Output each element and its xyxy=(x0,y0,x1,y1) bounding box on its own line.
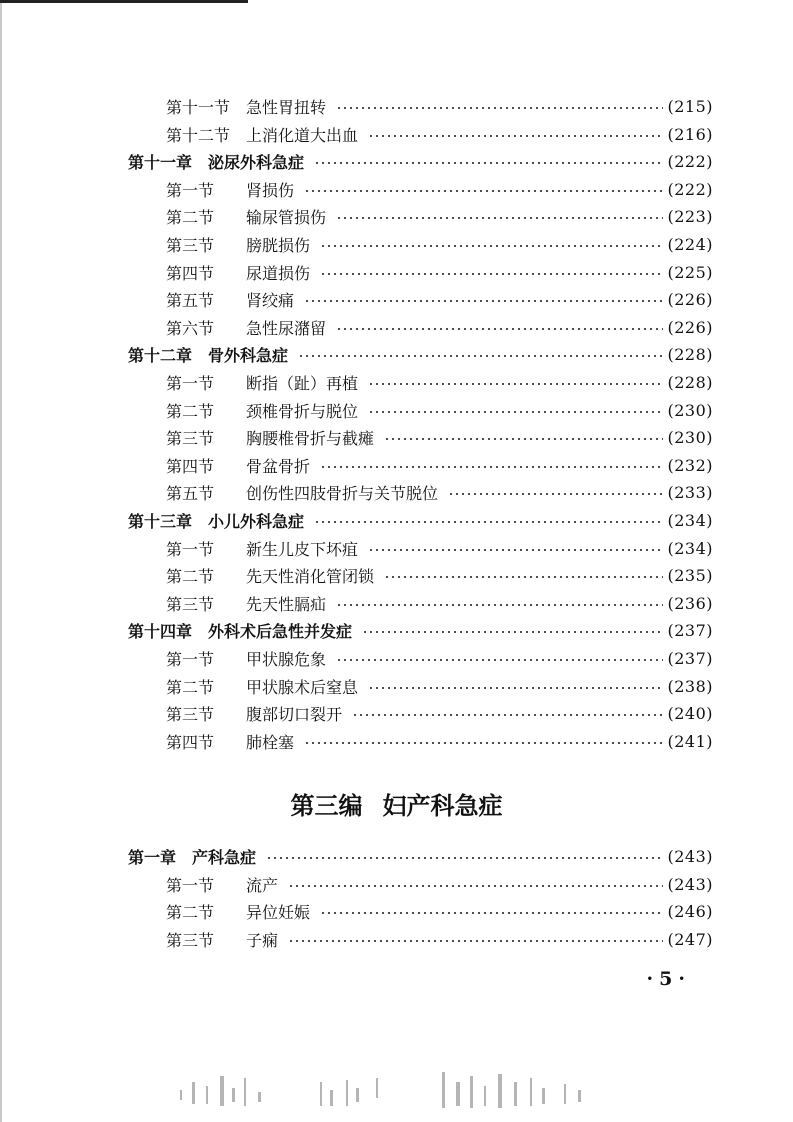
entry-page-number: (238) xyxy=(667,676,713,696)
dot-leader xyxy=(336,328,663,330)
entry-page-number: (233) xyxy=(667,482,713,502)
entry-page-number: (224) xyxy=(667,234,713,254)
entry-label: 第一节 xyxy=(166,539,215,559)
toc-chapter-entry[interactable] xyxy=(128,618,713,642)
dot-leader xyxy=(336,107,663,109)
entry-page-number: (235) xyxy=(667,565,713,585)
toc-section-entry[interactable] xyxy=(166,122,713,146)
entry-page-number: (230) xyxy=(667,400,713,420)
dot-leader xyxy=(368,411,663,413)
entry-label: 第四节 xyxy=(166,456,215,476)
entry-title: 颈椎骨折与脱位 xyxy=(246,401,359,421)
toc-section-entry[interactable] xyxy=(166,899,713,923)
entry-label: 第一章 xyxy=(128,847,177,867)
entry-title: 骨盆骨折 xyxy=(246,456,311,476)
entry-label: 第十四章 xyxy=(128,621,193,641)
entry-page-number: (226) xyxy=(667,289,713,309)
dot-leader xyxy=(304,742,663,744)
entry-page-number: (240) xyxy=(667,703,713,723)
toc-section-entry[interactable] xyxy=(166,260,713,284)
entry-label: 第三节 xyxy=(166,704,215,724)
dot-leader xyxy=(336,604,663,606)
dot-leader xyxy=(314,162,663,164)
entry-label: 第二节 xyxy=(166,401,215,421)
part-label: 第三编 xyxy=(290,792,363,820)
toc-chapter-entry[interactable] xyxy=(128,844,713,868)
toc-section-entry[interactable] xyxy=(166,398,713,422)
entry-label: 第二节 xyxy=(166,207,215,227)
dot-leader xyxy=(368,135,663,137)
toc-section-entry[interactable] xyxy=(166,94,713,118)
entry-page-number: (228) xyxy=(667,344,713,364)
entry-label: 第二节 xyxy=(166,677,215,697)
entry-label: 第三节 xyxy=(166,235,215,255)
dot-leader xyxy=(320,245,663,247)
entry-label: 第四节 xyxy=(166,732,215,752)
entry-label: 第三节 xyxy=(166,428,215,448)
entry-title: 断指（趾）再植 xyxy=(246,373,359,393)
dot-leader xyxy=(298,355,663,357)
entry-page-number: (223) xyxy=(667,206,713,226)
entry-page-number: (216) xyxy=(667,124,713,144)
entry-title: 先天性消化管闭锁 xyxy=(246,566,375,586)
entry-label: 第六节 xyxy=(166,318,215,338)
entry-title: 外科术后急性并发症 xyxy=(208,621,353,641)
entry-title: 小儿外科急症 xyxy=(208,511,305,531)
toc-section-entry[interactable] xyxy=(166,453,713,477)
toc-chapter-entry[interactable] xyxy=(128,342,713,366)
entry-label: 第十一章 xyxy=(128,152,193,172)
entry-title: 输尿管损伤 xyxy=(246,207,327,227)
toc-section-entry[interactable] xyxy=(166,370,713,394)
entry-title: 新生儿皮下坏疽 xyxy=(246,539,359,559)
toc-chapter-entry[interactable] xyxy=(128,508,713,532)
entry-title: 甲状腺危象 xyxy=(246,649,327,669)
entry-title: 产科急症 xyxy=(192,847,257,867)
entry-label: 第十二章 xyxy=(128,345,193,365)
entry-label: 第十三章 xyxy=(128,511,193,531)
entry-label: 第一节 xyxy=(166,373,215,393)
dot-leader xyxy=(336,659,663,661)
dot-leader xyxy=(362,631,663,633)
entry-label: 第五节 xyxy=(166,290,215,310)
entry-page-number: (228) xyxy=(667,372,713,392)
dot-leader xyxy=(304,190,663,192)
entry-page-number: (237) xyxy=(667,648,713,668)
entry-title: 腹部切口裂开 xyxy=(246,704,343,724)
entry-title: 异位妊娠 xyxy=(246,902,311,922)
dot-leader xyxy=(336,217,663,219)
entry-label: 第四节 xyxy=(166,263,215,283)
toc-section-entry[interactable] xyxy=(166,591,713,615)
toc-section-entry[interactable] xyxy=(166,729,713,753)
entry-label: 第十二节 xyxy=(166,125,231,145)
entry-label: 第一节 xyxy=(166,875,215,895)
entry-title: 肺栓塞 xyxy=(246,732,295,752)
dot-leader xyxy=(320,466,663,468)
entry-label: 第三节 xyxy=(166,930,215,950)
entry-label: 第一节 xyxy=(166,649,215,669)
toc-section-entry[interactable] xyxy=(166,927,713,951)
dot-leader xyxy=(266,857,663,859)
entry-label: 第五节 xyxy=(166,483,215,503)
part-heading xyxy=(0,786,793,821)
dot-leader xyxy=(320,912,663,914)
part-title: 妇产科急症 xyxy=(382,792,503,820)
dot-leader xyxy=(304,300,663,302)
entry-page-number: (225) xyxy=(667,262,713,282)
entry-page-number: (243) xyxy=(667,874,713,894)
entry-page-number: (230) xyxy=(667,427,713,447)
entry-title: 上消化道大出血 xyxy=(246,125,359,145)
entry-title: 肾损伤 xyxy=(246,180,295,200)
entry-title: 甲状腺术后窒息 xyxy=(246,677,359,697)
entry-page-number: (241) xyxy=(667,731,713,751)
dot-leader xyxy=(368,549,663,551)
toc-section-entry[interactable] xyxy=(166,480,713,504)
toc-section-entry[interactable] xyxy=(166,177,713,201)
entry-title: 急性尿潴留 xyxy=(246,318,327,338)
entry-label: 第十一节 xyxy=(166,97,231,117)
dot-leader xyxy=(288,940,663,942)
top-rule xyxy=(0,0,248,3)
entry-page-number: (234) xyxy=(667,510,713,530)
dot-leader xyxy=(368,687,663,689)
dot-leader xyxy=(288,885,663,887)
scan-noise xyxy=(180,1068,600,1120)
entry-page-number: (246) xyxy=(667,901,713,921)
toc-section-entry[interactable] xyxy=(166,232,713,256)
entry-label: 第三节 xyxy=(166,594,215,614)
entry-title: 尿道损伤 xyxy=(246,263,311,283)
dot-leader xyxy=(448,493,663,495)
toc-section-entry[interactable] xyxy=(166,563,713,587)
toc-chapter-entry[interactable] xyxy=(128,149,713,173)
toc-section-entry[interactable] xyxy=(166,701,713,725)
entry-label: 第二节 xyxy=(166,902,215,922)
toc-section-entry[interactable] xyxy=(166,646,713,670)
toc-section-entry[interactable] xyxy=(166,204,713,228)
entry-page-number: (234) xyxy=(667,538,713,558)
entry-title: 先天性膈疝 xyxy=(246,594,327,614)
entry-page-number: (236) xyxy=(667,593,713,613)
entry-page-number: (215) xyxy=(667,96,713,116)
entry-title: 急性胃扭转 xyxy=(246,97,327,117)
entry-title: 泌尿外科急症 xyxy=(208,152,305,172)
entry-title: 创伤性四肢骨折与关节脱位 xyxy=(246,483,439,503)
entry-page-number: (232) xyxy=(667,455,713,475)
toc-section-entry[interactable] xyxy=(166,315,713,339)
dot-leader xyxy=(320,273,663,275)
entry-label: 第一节 xyxy=(166,180,215,200)
page-left-edge xyxy=(0,0,2,1122)
dot-leader xyxy=(384,438,663,440)
entry-page-number: (247) xyxy=(667,929,713,949)
entry-title: 胸腰椎骨折与截瘫 xyxy=(246,428,375,448)
entry-page-number: (222) xyxy=(667,151,713,171)
entry-title: 膀胱损伤 xyxy=(246,235,311,255)
dot-leader xyxy=(384,576,663,578)
toc-section-entry[interactable] xyxy=(166,872,713,896)
entry-title: 子痫 xyxy=(246,930,279,950)
entry-title: 流产 xyxy=(246,875,279,895)
dot-leader xyxy=(314,521,663,523)
entry-title: 肾绞痛 xyxy=(246,290,295,310)
page-number-value: 5 xyxy=(659,968,679,990)
entry-page-number: (237) xyxy=(667,620,713,640)
toc-section-entry[interactable] xyxy=(166,287,713,311)
toc-section-entry[interactable] xyxy=(166,674,713,698)
entry-label: 第二节 xyxy=(166,566,215,586)
toc-section-entry[interactable] xyxy=(166,425,713,449)
entry-page-number: (226) xyxy=(667,317,713,337)
entry-title: 骨外科急症 xyxy=(208,345,289,365)
entry-page-number: (222) xyxy=(667,179,713,199)
dot-leader xyxy=(352,714,663,716)
dot-leader xyxy=(368,383,663,385)
toc-section-entry[interactable] xyxy=(166,536,713,560)
page-number: ·5· xyxy=(646,968,691,990)
entry-page-number: (243) xyxy=(667,846,713,866)
